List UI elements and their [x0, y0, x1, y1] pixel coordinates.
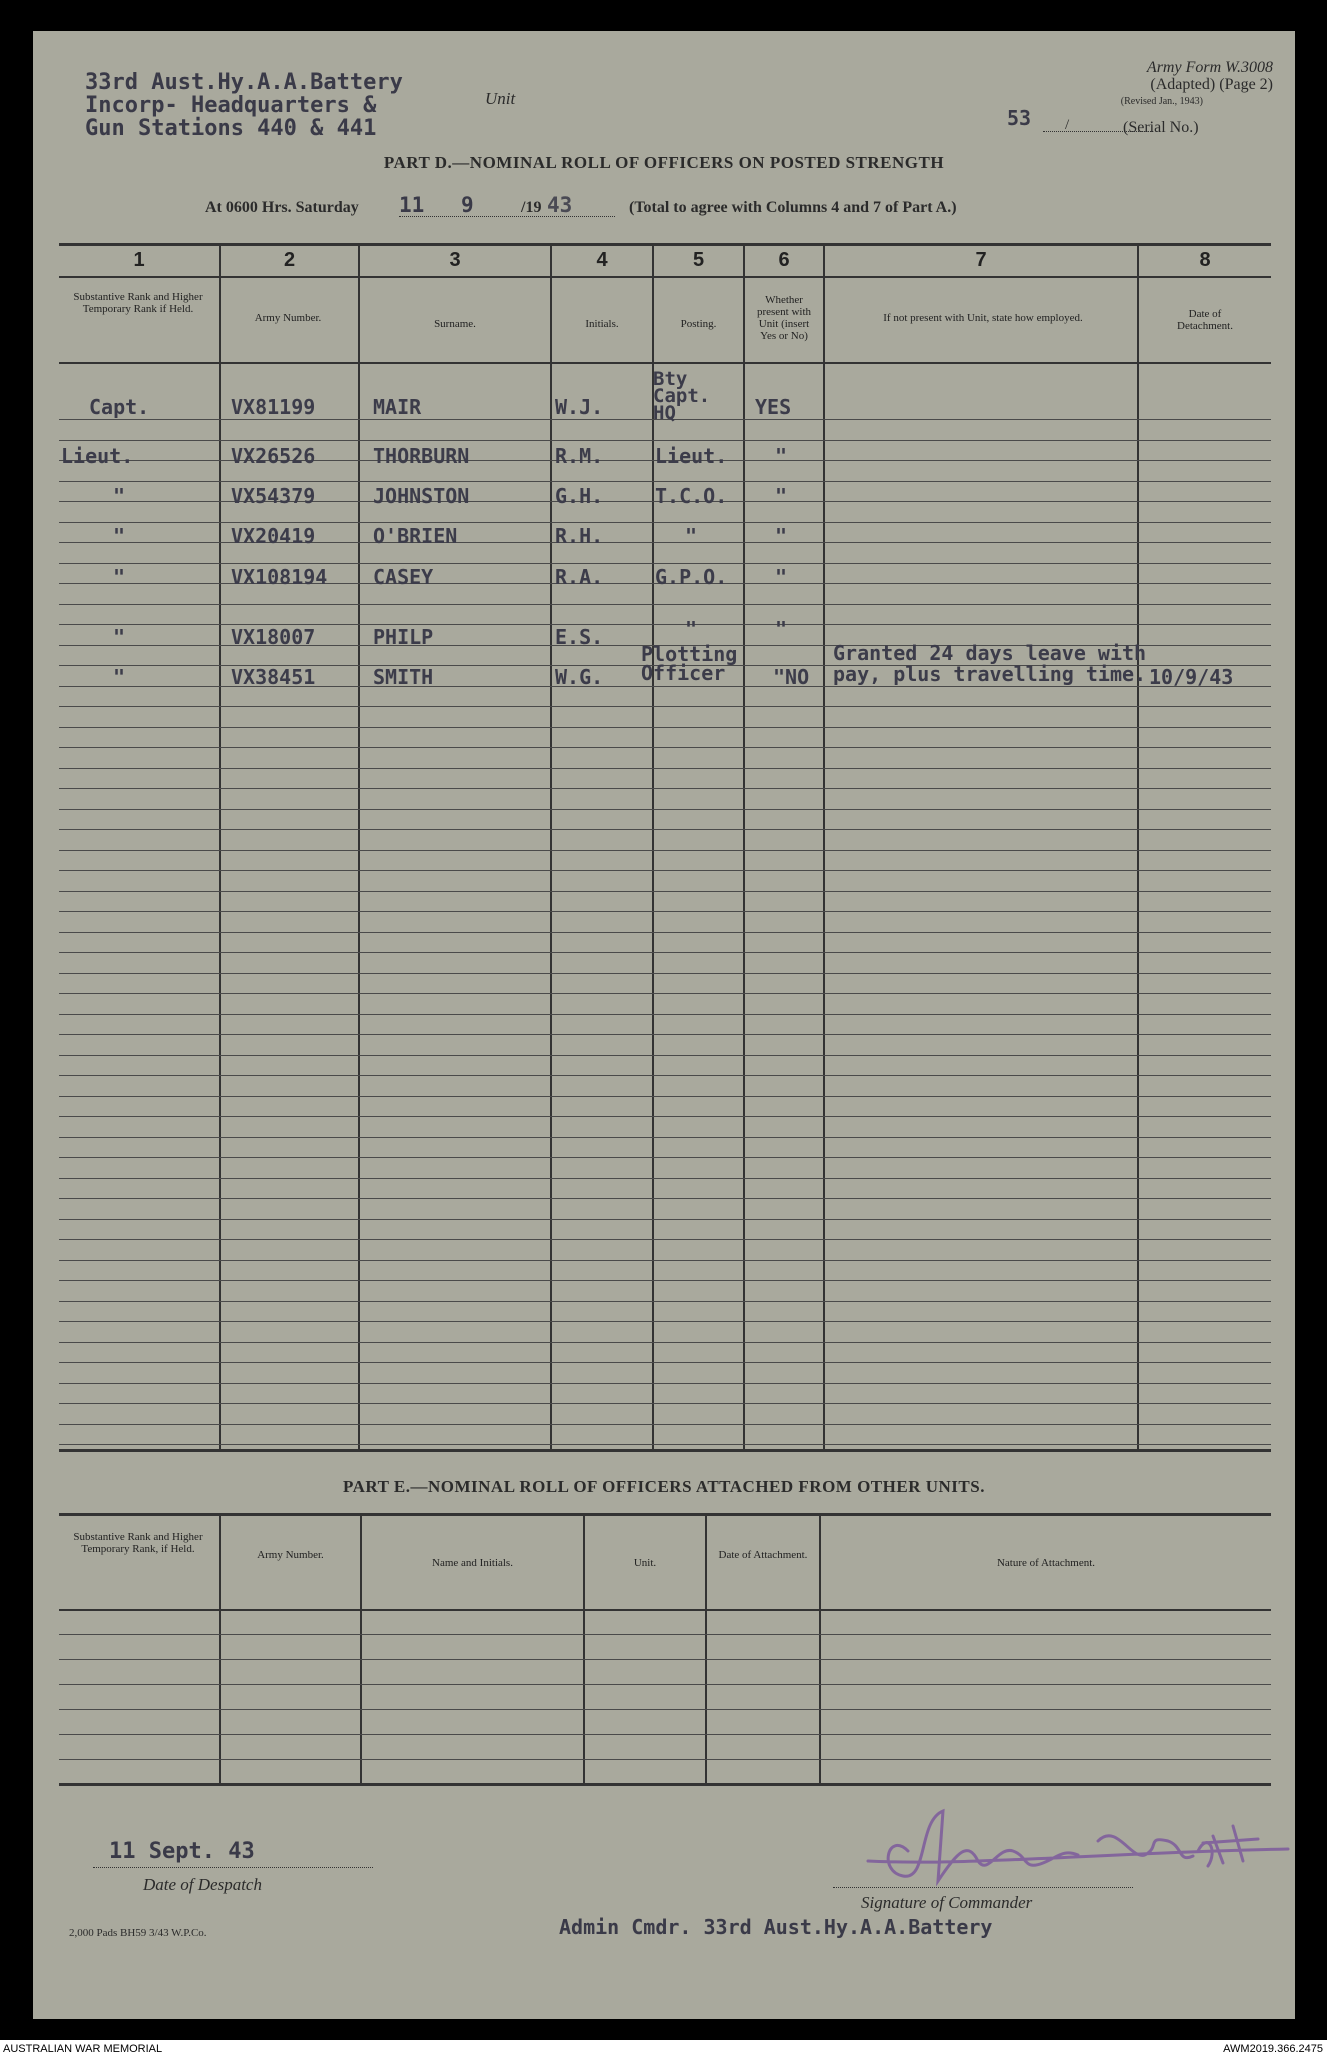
part-e-bottom-border [59, 1783, 1271, 1786]
commander-signature [848, 1791, 1298, 1901]
col-header-rank: Substantive Rank and Higher Temporary Rank if Held. [73, 291, 203, 315]
col-header-army-number: Army Number. [254, 312, 322, 324]
row-2-initials: R.M. [555, 444, 604, 468]
e-header-unit: Unit. [633, 1557, 657, 1569]
row-1-posting: Bty Capt. HQ [653, 368, 711, 424]
part-d-rule-17 [59, 768, 1271, 769]
row-3-posting: T.C.O. [655, 484, 728, 508]
row-3-surname: JOHNSTON [373, 484, 470, 508]
signature-label: Signature of Commander [861, 1893, 1033, 1912]
col-number-7: 7 [975, 249, 987, 271]
date-month: 9 [461, 193, 474, 217]
part-d-rule-31 [59, 1055, 1271, 1056]
date-year-prefix: /19 [521, 199, 542, 216]
row-6-posting: " [685, 617, 698, 641]
part-d-rule-33 [59, 1096, 1271, 1097]
row-5-surname: CASEY [373, 565, 434, 589]
part-d-rule-38 [59, 1198, 1271, 1199]
row-7-present: "NO [773, 665, 810, 689]
row-5-number: VX108194 [231, 565, 328, 589]
unit-label: Unit [485, 89, 516, 108]
part-d-bottom-border [59, 1449, 1271, 1452]
print-code: 2,000 Pads BH59 3/43 W.P.Co. [69, 1927, 207, 1939]
despatch-dotted-line [93, 1867, 373, 1868]
part-d-rule-7 [59, 563, 1271, 564]
e-col-divider-5 [819, 1515, 821, 1783]
despatch-date: 11 Sept. 43 [109, 1839, 255, 1864]
col-header-initials: Initials. [585, 318, 619, 330]
part-d-rule-43 [59, 1301, 1271, 1302]
row-3-initials: G.H. [555, 484, 604, 508]
part-d-rule-39 [59, 1219, 1271, 1220]
col-number-5: 5 [692, 249, 705, 271]
col-number-6: 6 [778, 249, 790, 271]
row-7-number: VX38451 [231, 665, 316, 689]
part-e-rule-3 [59, 1709, 1271, 1710]
form-adapted: (Adapted) (Page 2) [1150, 76, 1273, 93]
part-d-rule-14 [59, 706, 1271, 707]
part-d-rule-44 [59, 1321, 1271, 1322]
part-d-header-bottom [59, 362, 1271, 364]
col-divider-1 [219, 245, 221, 1449]
col-number-4: 4 [596, 249, 608, 271]
unit-name-block [85, 71, 403, 140]
row-6-rank: " [113, 625, 126, 649]
e-header-nature: Nature of Attachment. [996, 1557, 1096, 1569]
row-1-present: YES [755, 395, 792, 419]
row-6-initials: E.S. [555, 625, 604, 649]
part-d-rule-19 [59, 809, 1271, 810]
part-e-rule-2 [59, 1684, 1271, 1685]
part-d-rule-37 [59, 1178, 1271, 1179]
e-header-date-attachment: Date of Attachment. [718, 1549, 808, 1561]
row-3-present: " [775, 484, 788, 508]
row-4-posting: " [685, 524, 698, 548]
despatch-label: Date of Despatch [143, 1875, 262, 1894]
col-divider-2 [358, 245, 360, 1449]
row-3-rank: " [113, 484, 126, 508]
part-e-top-border [59, 1513, 1271, 1516]
col-divider-7 [1137, 245, 1139, 1449]
e-header-army-number: Army Number. [257, 1549, 324, 1561]
part-d-rule-21 [59, 850, 1271, 851]
part-d-rule-5 [59, 522, 1271, 523]
col-divider-5 [743, 245, 745, 1449]
col-number-1: 1 [133, 249, 145, 271]
unit-line-2: Incorp- Headquarters & [85, 93, 377, 118]
row-7-initials: W.G. [555, 665, 604, 689]
part-d-rule-47 [59, 1383, 1271, 1384]
part-d-rule-26 [59, 952, 1271, 953]
row-6-present: " [775, 617, 788, 641]
row-2-surname: THORBURN [373, 444, 470, 468]
form-name: Army Form W.3008 [1146, 59, 1273, 76]
row-2-rank: Lieut. [61, 444, 134, 468]
row-2-number: VX26526 [231, 444, 316, 468]
part-d-rule-9 [59, 604, 1271, 605]
part-d-rule-29 [59, 1014, 1271, 1015]
part-d-top-border [59, 243, 1271, 246]
part-d-rule-45 [59, 1342, 1271, 1343]
row-6-number: VX18007 [231, 625, 316, 649]
part-e-title: PART E.—NOMINAL ROLL OF OFFICERS ATTACHED FROM OTHER UNITS. [343, 1477, 985, 1496]
part-d-rule-36 [59, 1157, 1271, 1158]
credit-left: AUSTRALIAN WAR MEMORIAL [3, 2043, 163, 2055]
col-header-detachment: Date of Detachment. [1177, 308, 1233, 332]
total-note: (Total to agree with Columns 4 and 7 of Part A.) [629, 199, 957, 216]
part-d-rule-23 [59, 891, 1271, 892]
part-d-rule-25 [59, 932, 1271, 933]
part-d-rule-42 [59, 1280, 1271, 1281]
e-col-divider-1 [219, 1515, 221, 1783]
part-d-rule-22 [59, 870, 1271, 871]
part-e-rule-4 [59, 1734, 1271, 1735]
form-page [33, 31, 1295, 2019]
serial-label: (Serial No.) [1123, 119, 1199, 136]
part-e-header-bottom [59, 1609, 1271, 1611]
row-4-initials: R.H. [555, 524, 604, 548]
credit-bar [0, 2040, 1327, 2061]
at-time-label: At 0600 Hrs. Saturday [205, 199, 359, 216]
serial-slash: / [1065, 117, 1070, 133]
row-1-rank: Capt. [89, 395, 150, 419]
row-5-present: " [775, 565, 788, 589]
row-1-surname: MAIR [373, 395, 422, 419]
row-7-rank: " [113, 665, 126, 689]
part-d-rule-3 [59, 481, 1271, 482]
part-d-rule-35 [59, 1137, 1271, 1138]
part-d-rule-27 [59, 973, 1271, 974]
part-d-rule-20 [59, 829, 1271, 830]
e-col-divider-2 [360, 1515, 362, 1783]
col-number-2: 2 [283, 249, 296, 271]
row-7-employed: Granted 24 days leave with pay, plus travelling time. [833, 641, 1147, 686]
part-d-rule-46 [59, 1362, 1271, 1363]
e-header-rank: Substantive Rank and Higher Temporary Rank, if Held. [73, 1531, 203, 1555]
signature-dotted-line [833, 1887, 1133, 1888]
part-e-rule-1 [59, 1659, 1271, 1660]
part-d-rule-34 [59, 1116, 1271, 1117]
unit-line-3: Gun Stations 440 & 441 [85, 116, 377, 141]
part-d-rule-18 [59, 788, 1271, 789]
form-id-block [1023, 59, 1273, 110]
part-d-rule-30 [59, 1034, 1271, 1035]
part-d-rule-1 [59, 440, 1271, 441]
col-divider-3 [550, 245, 552, 1449]
col-header-present: Whether present with Unit (insert Yes or No) [756, 294, 812, 342]
unit-line-1: 33rd Aust.Hy.A.A.Battery [85, 70, 403, 95]
col-divider-4 [652, 245, 654, 1449]
form-revised: (Revised Jan., 1943) [1120, 96, 1203, 107]
e-header-name-initials: Name and Initials. [432, 1557, 513, 1569]
row-5-rank: " [113, 565, 126, 589]
row-4-surname: O'BRIEN [373, 524, 458, 548]
part-d-title: PART D.—NOMINAL ROLL OF OFFICERS ON POSTED STRENGTH [383, 153, 945, 172]
part-d-number-divider [59, 276, 1271, 278]
part-d-rule-24 [59, 911, 1271, 912]
commander-line: Admin Cmdr. 33rd Aust.Hy.A.A.Battery [559, 1915, 993, 1939]
row-3-number: VX54379 [231, 484, 316, 508]
part-d-rule-49 [59, 1424, 1271, 1425]
row-7-surname: SMITH [373, 665, 434, 689]
row-1-number: VX81199 [231, 395, 316, 419]
row-6-surname: PHILP [373, 625, 434, 649]
part-d-rule-15 [59, 727, 1271, 728]
row-2-present: " [775, 444, 788, 468]
part-d-rule-41 [59, 1260, 1271, 1261]
row-5-posting: G.P.O. [655, 565, 728, 589]
part-d-rule-50 [59, 1444, 1271, 1445]
serial-value: 53 [1007, 106, 1032, 130]
col-header-employed: If not present with Unit, state how employed. [883, 312, 1083, 324]
date-year: 43 [547, 193, 573, 217]
row-4-present: " [775, 524, 788, 548]
col-divider-6 [823, 245, 825, 1449]
row-4-number: VX20419 [231, 524, 316, 548]
part-d-rule-40 [59, 1239, 1271, 1240]
row-4-rank: " [113, 524, 126, 548]
row-5-initials: R.A. [555, 565, 604, 589]
col-header-posting: Posting. [680, 318, 717, 330]
part-d-rule-28 [59, 993, 1271, 994]
row-7-detachment-date: 10/9/43 [1149, 665, 1234, 689]
row-7-posting: Plotting Officer [641, 642, 738, 685]
row-1-initials: W.J. [555, 395, 604, 419]
col-number-3: 3 [449, 249, 461, 271]
part-d-rule-48 [59, 1403, 1271, 1404]
part-e-rule-0 [59, 1634, 1271, 1635]
date-dotted-line [399, 216, 615, 217]
part-d-rule-16 [59, 747, 1271, 748]
credit-right: AWM2019.366.2475 [1223, 2043, 1323, 2055]
date-day: 11 [399, 193, 425, 217]
part-e-rule-5 [59, 1759, 1271, 1760]
row-2-posting: Lieut. [655, 444, 728, 468]
part-d-rule-32 [59, 1075, 1271, 1076]
col-number-8: 8 [1199, 249, 1211, 271]
e-col-divider-3 [583, 1515, 585, 1783]
col-header-surname: Surname. [434, 318, 476, 330]
